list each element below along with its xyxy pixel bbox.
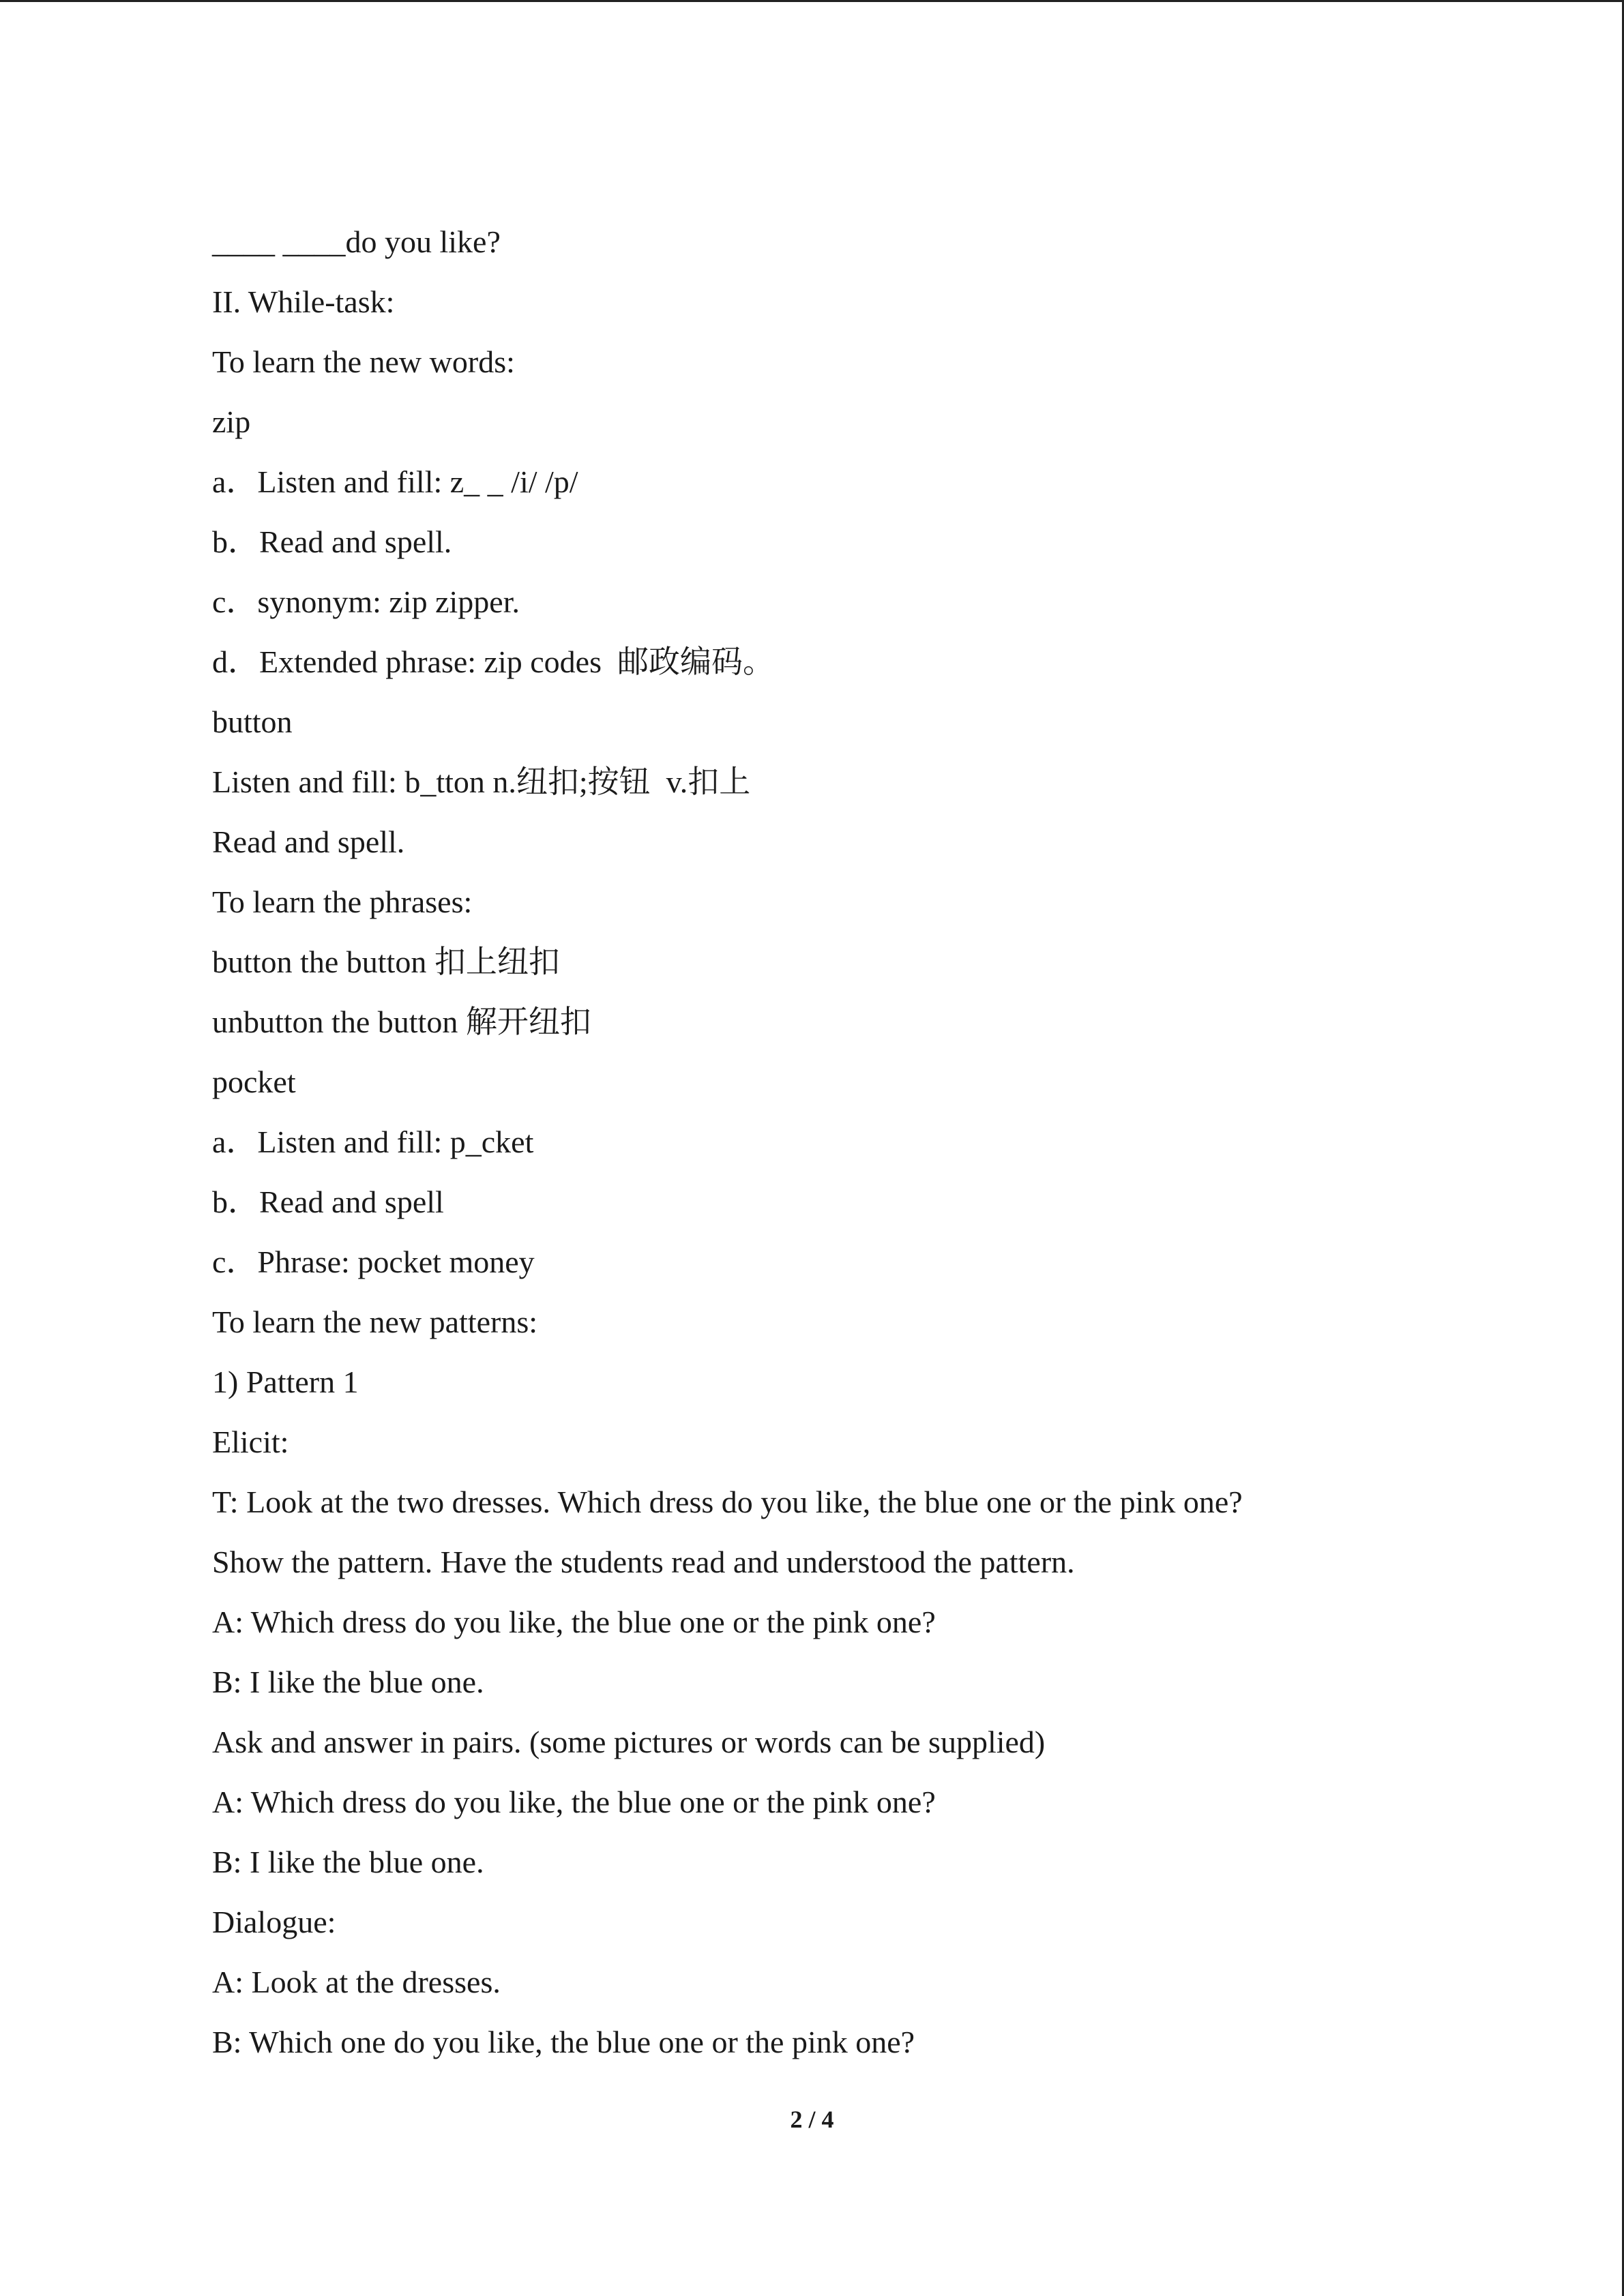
vocabulary-word: zip: [212, 404, 251, 439]
text-line: B: Which one do you like, the blue one or the pink one?: [212, 2025, 915, 2059]
text-line: T: Look at the two dresses. Which dress do you like, the blue one or the pink one?: [212, 1485, 1243, 1519]
vocabulary-word: pocket: [212, 1064, 296, 1099]
text-line: d．Extended phrase: zip codes 邮政编码。: [212, 644, 774, 679]
vocabulary-word: button: [212, 704, 293, 739]
text-line: button the button 扣上纽扣: [212, 944, 560, 979]
text-line: A: Which dress do you like, the blue one or the pink one?: [212, 1785, 936, 1819]
text-line: 1) Pattern 1: [212, 1365, 359, 1399]
text-line: Ask and answer in pairs. (some pictures or words can be supplied): [212, 1725, 1046, 1759]
text-line: B: I like the blue one.: [212, 1665, 484, 1699]
text-line: A: Which dress do you like, the blue one or the pink one?: [212, 1605, 936, 1639]
text-line: b．Read and spell: [212, 1184, 444, 1219]
text-line: To learn the new patterns:: [212, 1304, 538, 1339]
text-line: a．Listen and fill: p_cket: [212, 1124, 534, 1159]
text-line: To learn the new words:: [212, 344, 515, 379]
text-line: Listen and fill: b_tton n.纽扣;按钮 v.扣上: [212, 764, 751, 799]
text-line: B: I like the blue one.: [212, 1845, 484, 1879]
document-body: [212, 212, 1440, 2072]
text-line: b．Read and spell.: [212, 524, 452, 559]
text-line: a．Listen and fill: z_ _ /i/ /p/: [212, 464, 578, 499]
text-line: Dialogue:: [212, 1905, 336, 1939]
text-line: A: Look at the dresses.: [212, 1965, 501, 1999]
text-line: ____ ____do you like?: [212, 224, 501, 259]
text-line: Show the pattern. Have the students read and understood the pattern.: [212, 1545, 1075, 1579]
text-line: unbutton the button 解开纽扣: [212, 1004, 591, 1039]
text-line: Elicit:: [212, 1425, 289, 1459]
text-line: To learn the phrases:: [212, 884, 473, 919]
page-number: 2 / 4: [790, 2106, 834, 2133]
text-line: c．Phrase: pocket money: [212, 1244, 535, 1279]
text-line: Read and spell.: [212, 824, 405, 859]
section-heading: II. While-task:: [212, 284, 395, 319]
text-line: c．synonym: zip zipper.: [212, 584, 520, 619]
